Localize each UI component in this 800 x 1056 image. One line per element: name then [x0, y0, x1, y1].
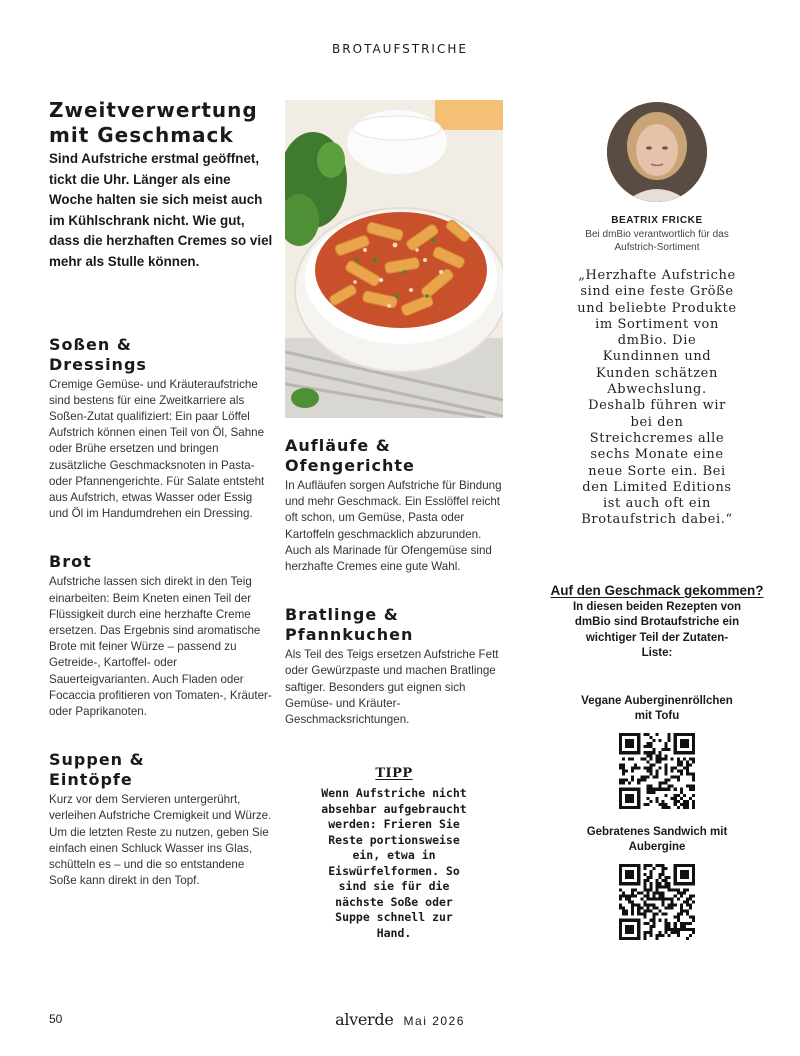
section-bratlinge-text: Als Teil des Teigs ersetzen Aufstriche Fett oder Gewürzpaste und machen Bratlinge saftiger. Besonders gut eignen sich Gemüse- und Kräuter-Geschmacksrichtungen. [285, 648, 499, 727]
section-auflaeufe-title-line-1: Aufläufe & [285, 436, 391, 455]
qr-code-icon[interactable] [619, 733, 695, 809]
section-sossen-text: Cremige Gemüse- und Kräuteraufstriche sind bestens für eine Zweitkarriere als Soßen-Zutat qualifiziert: Ein paar Löffel Aufstrich können einen Teil von Öl, Sahne oder Brühe ersetzen und bringen zusätzliche Geschmacksnoten in Pasta- oder Pfannengerichte. Für Salate entsteht aus Aufstrich, etwas Wasser oder Essig und Öl im Handumdrehen ein Dressing. [49, 377, 265, 521]
footer-brand-line [0, 1010, 800, 1030]
section-brot-title: Brot [49, 552, 92, 572]
author-role: Bei dmBio verantwortlich für das Aufstrich-Sortiment [585, 229, 729, 253]
left-column [49, 98, 274, 889]
section-auflaeufe-text: In Aufläufen sorgen Aufstriche für Bindung und mehr Geschmack. Ein Esslöffel reicht oft schon, um Gemüse, Pasta oder Kartoffeln geschmacklich abzurunden. Auch als Marinade für Ofengemüse sind herzhafte Cremes eine gute Wahl. [285, 479, 502, 574]
section-sossen [49, 335, 274, 523]
intro-lead: Sind Aufstriche erstmal geöffnet, tickt die Uhr. Länger als eine Woche halten sie sich meist auch im Kühlschrank nicht. Wie gut, dass die herzhaften Cremes so viel mehr als Stulle können. [49, 151, 273, 269]
page-number: 50 [49, 1012, 63, 1026]
section-sossen-title-line-2: Dressings [49, 354, 147, 374]
avatar [607, 102, 707, 202]
section-auflaeufe-title-line-2: Ofengerichte [285, 456, 415, 475]
pasta-bake-illustration [285, 100, 503, 418]
quote-block [548, 102, 766, 529]
section-suppen-title-line-1: Suppen & [49, 750, 145, 770]
section-brot [49, 552, 274, 720]
section-suppen-title-line-2: Eintöpfe [49, 770, 133, 790]
promo-lead: In diesen beiden Rezepten von dmBio sind Brotaufstriche ein wichtiger Teil der Zutaten-Liste: [572, 600, 742, 660]
section-brot-text: Aufstriche lassen sich direkt in den Teig einarbeiten: Beim Kneten einen Teil der Flüssigkeit durch eine herzhafte Creme ersetzen. Das Ergebnis sind aromatische Brote mit feiner Würze – passend zu Getreide-, Kartoffel- oder Sauerteigvarianten. Auch Fladen oder Focaccia profitieren von Tomaten-, Kräuter- oder Paprikanoten. [49, 575, 272, 719]
promo-title: Auf den Geschmack gekommen? [550, 582, 764, 598]
intro-title-line-2: mit Geschmack [49, 123, 234, 147]
intro-title-line-1: Zweitverwertung [49, 98, 258, 122]
intro-title [49, 98, 274, 148]
section-suppen [49, 750, 274, 889]
magazine-logo: alverde [335, 1010, 394, 1029]
portrait-illustration [607, 102, 707, 202]
author-name: BEATRIX FRICKE [611, 215, 703, 226]
middle-column [285, 100, 503, 941]
tip-box [285, 766, 503, 941]
quote-text: „Herzhafte Aufstriche sind eine feste Größe und beliebte Produkte im Sortiment von dmBio. Die Kundinnen und Kunden schätzen Abwechslung. Deshalb führen wir bei den Streichcremes alle sechs Monate eine neue Sorte ein. Bei den Limited Editions ist auch oft ein Brotaufstrich dabei.“ [577, 268, 737, 528]
tip-text: Wenn Aufstriche nicht absehbar aufgebraucht werden: Frieren Sie Reste portionsweise ein, etwa in Eiswürfelformen. So sind sie für die nächste Soße oder Suppe schnell zur Hand. [321, 786, 467, 940]
section-label: BROTAUFSTRICHE [332, 42, 468, 56]
pasta-bake-photo [285, 100, 503, 418]
section-bratlinge-title-line-1: Bratlinge & [285, 605, 399, 625]
recipe-name-2: Gebratenes Sandwich mit Aubergine [586, 825, 728, 854]
qr-code-icon[interactable] [619, 864, 695, 940]
recipe-name-1: Vegane Auberginenröllchen mit Tofu [581, 694, 733, 723]
section-bratlinge-title-line-2: Pfannkuchen [285, 625, 414, 645]
issue-date: Mai 2026 [403, 1014, 465, 1028]
section-sossen-title-line-1: Soßen & [49, 334, 132, 354]
recipe-promo [548, 583, 766, 940]
right-column [548, 100, 766, 940]
section-auflaeufe [285, 436, 503, 575]
tip-title: TIPP [375, 766, 413, 782]
section-suppen-text: Kurz vor dem Servieren untergerührt, verleihen Aufstriche Cremigkeit und Würze. Um die letzten Reste zu nutzen, geben Sie einfach einen Schluck Wasser ins Glas, schütteln es – und die so entstandene Soße kann direkt in den Topf. [49, 793, 272, 888]
section-bratlinge [285, 605, 503, 728]
